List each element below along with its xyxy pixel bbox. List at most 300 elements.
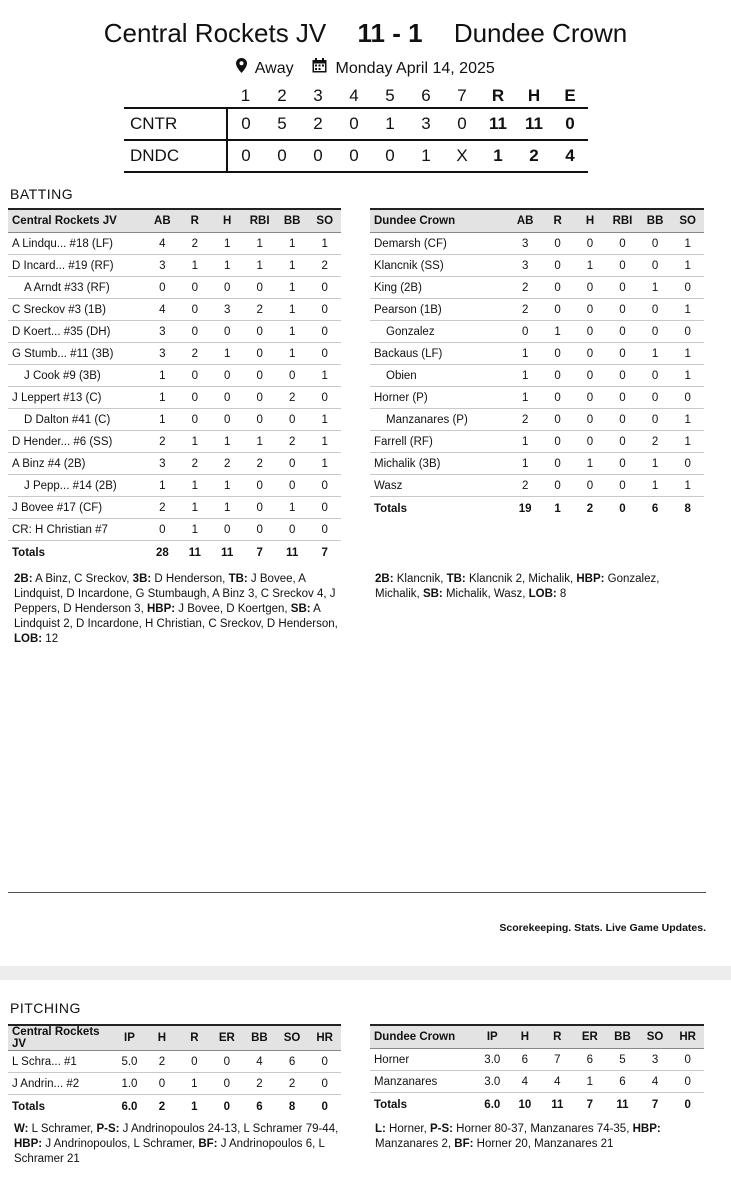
stat-cell: 1 <box>276 277 309 299</box>
stat-cell: 0 <box>308 387 341 409</box>
total-cell: 1 <box>191 1101 198 1113</box>
note-text: Michalik, Wasz, <box>442 588 529 600</box>
total-cell: 2 <box>158 1101 166 1113</box>
stat-cell: 1 <box>308 409 341 431</box>
note-text: Klancnik 2, Michalik, <box>465 573 577 585</box>
stat-cell: 0 <box>606 431 639 453</box>
stat-cell: 0 <box>541 277 573 299</box>
line-score-corner <box>124 85 227 108</box>
box-header-row <box>370 209 704 233</box>
player-row <box>8 233 341 255</box>
away-team-name: Dundee Crown <box>453 18 628 48</box>
stat-cell: 0 <box>671 1049 704 1071</box>
stat-cell: 0 <box>671 1071 704 1093</box>
note-label: P-S: <box>96 1123 120 1135</box>
player-name: D Hender... #6 (SS) <box>8 431 146 453</box>
note-text: A Lindquist 2, D Incardone, H Christian, C Sreckov, D Henderson, <box>14 603 338 630</box>
player-row <box>370 1071 704 1093</box>
inning-score: 5 <box>264 108 300 140</box>
player-name: Horner <box>370 1049 476 1071</box>
note-text: Klancnik, <box>393 573 447 585</box>
stat-header: AB <box>146 209 179 233</box>
line-score-team: CNTR <box>124 108 227 140</box>
stat-cell: 1 <box>671 299 704 321</box>
stat-cell: 1 <box>179 497 211 519</box>
stat-cell: 1 <box>179 475 211 497</box>
note-label: HBP: <box>576 573 605 585</box>
player-name: A Arndt #33 (RF) <box>8 277 146 299</box>
stat-cell: 0 <box>243 321 276 343</box>
total-cell: 0 <box>321 1101 328 1113</box>
stat-cell: 0 <box>243 475 276 497</box>
stat-cell: 0 <box>639 255 672 277</box>
stat-cell: 0 <box>308 299 341 321</box>
total-cell: 8 <box>288 1101 296 1113</box>
stat-cell: 0 <box>243 387 276 409</box>
player-name: King (2B) <box>370 277 509 299</box>
stat-cell: 2 <box>243 1073 276 1095</box>
stat-cell: 0 <box>574 365 606 387</box>
total-score: 11 <box>516 108 552 140</box>
total-cell: 6.0 <box>484 1099 501 1111</box>
stat-header: H <box>509 1025 542 1049</box>
stat-cell: 0 <box>574 475 606 497</box>
player-row <box>370 431 704 453</box>
stat-cell: 0 <box>606 299 639 321</box>
totals-row <box>370 497 704 522</box>
stat-header: R <box>179 209 211 233</box>
stat-cell: 0 <box>639 299 672 321</box>
inning-header: 3 <box>313 86 323 105</box>
player-name: Gonzalez <box>370 321 509 343</box>
stat-cell: 4 <box>146 233 179 255</box>
stat-header: HR <box>671 1025 704 1049</box>
inning-score: 0 <box>336 140 372 172</box>
stat-cell: 1 <box>671 409 704 431</box>
total-cell: 28 <box>155 547 169 559</box>
stat-cell: 2 <box>276 1073 309 1095</box>
stat-header: SO <box>671 209 704 233</box>
note-label: LOB: <box>528 588 557 600</box>
line-score-header-row <box>124 85 588 108</box>
stat-cell: 0 <box>606 233 639 255</box>
stat-header: H <box>574 209 606 233</box>
stat-cell: 1 <box>276 497 309 519</box>
player-name: Horner (P) <box>370 387 509 409</box>
stat-cell: 0 <box>606 453 639 475</box>
note-label: SB: <box>422 588 443 600</box>
player-name: J Leppert #13 (C) <box>8 387 146 409</box>
stat-cell: 0 <box>541 431 573 453</box>
stat-header: BB <box>243 1025 276 1051</box>
stat-cell: 2 <box>146 1051 178 1073</box>
stat-header: H <box>146 1025 178 1051</box>
stat-cell: 0 <box>179 409 211 431</box>
stat-cell: 6 <box>574 1049 607 1071</box>
stat-cell: 0 <box>179 321 211 343</box>
stat-cell: 0 <box>541 343 573 365</box>
note-text: L Schramer, <box>28 1123 97 1135</box>
total-cell: 11 <box>221 547 234 559</box>
stat-cell: 2 <box>509 475 542 497</box>
stat-cell: 1 <box>211 431 243 453</box>
stat-cell: 1 <box>178 1073 210 1095</box>
stat-cell: 0 <box>574 233 606 255</box>
note-text: J Bovee, D Koertgen, <box>175 603 291 615</box>
player-row <box>8 387 341 409</box>
team-header: Central Rockets JV <box>8 1025 113 1051</box>
player-row <box>370 387 704 409</box>
stat-cell: 6 <box>276 1051 309 1073</box>
stat-cell: 0 <box>211 387 243 409</box>
total-cell: 7 <box>651 1099 659 1111</box>
total-header: R <box>491 86 505 105</box>
player-row <box>370 343 704 365</box>
stat-cell: 0 <box>541 365 573 387</box>
stat-cell: 1 <box>146 387 179 409</box>
stat-cell: 0 <box>276 475 309 497</box>
player-name: D Incard... #19 (RF) <box>8 255 146 277</box>
stat-cell: 0 <box>308 321 341 343</box>
stat-cell: 0 <box>509 321 542 343</box>
stat-header: SO <box>276 1025 309 1051</box>
stat-cell: 6 <box>606 1071 639 1093</box>
player-name: J Pepp... #14 (2B) <box>8 475 146 497</box>
stat-cell: 0 <box>243 409 276 431</box>
player-row <box>8 497 341 519</box>
stat-cell: 1 <box>276 321 309 343</box>
stat-cell: 2 <box>276 431 309 453</box>
stat-cell: 1 <box>671 255 704 277</box>
player-name: J Andrin... #2 <box>8 1073 113 1095</box>
stat-cell: 1 <box>574 1071 607 1093</box>
stat-cell: 2 <box>243 453 276 475</box>
home-pitching-table <box>8 1024 341 1119</box>
stat-cell: 0 <box>574 277 606 299</box>
stat-cell: 1 <box>639 343 672 365</box>
stat-cell: 1 <box>179 431 211 453</box>
stat-cell: 2 <box>276 387 309 409</box>
player-row <box>8 519 341 541</box>
batting-section-label: BATTING <box>10 186 74 202</box>
inning-header: 7 <box>457 86 467 105</box>
player-row <box>8 321 341 343</box>
total-cell: 6 <box>651 503 659 515</box>
stat-cell: 3.0 <box>476 1071 509 1093</box>
total-cell: 6 <box>256 1101 263 1113</box>
stat-cell: 2 <box>639 431 672 453</box>
totals-label: Totals <box>12 1101 46 1113</box>
totals-label: Totals <box>374 503 408 515</box>
stat-cell: 1 <box>308 233 341 255</box>
note-label: HBP: <box>146 603 176 615</box>
stat-cell: 0 <box>179 299 211 321</box>
stat-cell: 0 <box>671 321 704 343</box>
stat-cell: 0 <box>211 321 243 343</box>
totals-row <box>370 1093 704 1118</box>
player-row <box>8 453 341 475</box>
stat-cell: 1 <box>179 255 211 277</box>
stat-cell: 1 <box>509 431 542 453</box>
home-team-name: Central Rockets JV <box>103 18 327 48</box>
stat-cell: 0 <box>179 387 211 409</box>
stat-cell: 0 <box>211 365 243 387</box>
stat-cell: 0 <box>541 475 573 497</box>
player-name: A Lindqu... #18 (LF) <box>8 233 146 255</box>
stat-cell: 1 <box>146 475 179 497</box>
player-name: D Koert... #35 (DH) <box>8 321 146 343</box>
stat-cell: 0 <box>606 321 639 343</box>
stat-cell: 1 <box>639 277 672 299</box>
stat-cell: 0 <box>671 277 704 299</box>
stat-cell: 1 <box>308 453 341 475</box>
stat-cell: 0 <box>606 387 639 409</box>
stat-cell: 5 <box>606 1049 639 1071</box>
player-row <box>370 233 704 255</box>
player-row <box>8 409 341 431</box>
game-header <box>0 18 731 49</box>
total-cell: 19 <box>518 503 532 515</box>
player-name: Michalik (3B) <box>370 453 509 475</box>
note-text: Manzanares 2, <box>375 1138 455 1150</box>
final-score: 11 - 1 <box>357 18 423 48</box>
stat-header: R <box>541 209 573 233</box>
player-row <box>370 321 704 343</box>
player-row <box>370 453 704 475</box>
note-text: Horner, <box>385 1123 430 1135</box>
box-header-row <box>370 1025 704 1049</box>
stat-cell: 0 <box>606 409 639 431</box>
stat-cell: 0 <box>574 343 606 365</box>
stat-header: ER <box>211 1025 244 1051</box>
stat-cell: 0 <box>178 1051 210 1073</box>
stat-cell: 1 <box>671 475 704 497</box>
player-row <box>8 299 341 321</box>
note-label: 2B: <box>14 573 33 585</box>
stat-cell: 1 <box>211 233 243 255</box>
stat-cell: 1 <box>211 343 243 365</box>
note-label: 2B: <box>375 573 394 585</box>
player-row <box>370 277 704 299</box>
total-cell: 6.0 <box>121 1101 138 1113</box>
home-pitching-notes <box>14 1122 344 1167</box>
line-score-table <box>124 85 588 173</box>
stat-cell: 0 <box>541 233 573 255</box>
total-cell: 2 <box>586 503 594 515</box>
player-row <box>8 1051 341 1073</box>
stat-header: R <box>178 1025 210 1051</box>
stat-cell: 3 <box>211 299 243 321</box>
total-cell: 0 <box>684 1099 691 1111</box>
inning-score: 1 <box>408 140 444 172</box>
stat-cell: 4 <box>146 299 179 321</box>
inning-score: 3 <box>408 108 444 140</box>
stat-cell: 3 <box>509 255 542 277</box>
inning-header: 6 <box>421 86 431 105</box>
total-cell: 7 <box>256 547 263 559</box>
inning-score: 0 <box>372 140 408 172</box>
note-label: SB: <box>290 603 311 615</box>
stat-cell: 0 <box>179 365 211 387</box>
player-name: G Stumb... #11 (3B) <box>8 343 146 365</box>
stat-cell: 0 <box>574 431 606 453</box>
note-label: LOB: <box>14 633 43 645</box>
stat-cell: 0 <box>211 519 243 541</box>
stat-cell: 0 <box>146 277 179 299</box>
stat-cell: 0 <box>606 365 639 387</box>
total-header: E <box>564 86 576 105</box>
stat-cell: 1 <box>179 519 211 541</box>
total-header: H <box>527 86 541 105</box>
stat-cell: 2 <box>146 431 179 453</box>
stat-cell: 4 <box>541 1071 573 1093</box>
stat-cell: 0 <box>211 409 243 431</box>
player-row <box>8 365 341 387</box>
stat-cell: 0 <box>308 1051 341 1073</box>
totals-label: Totals <box>374 1099 408 1111</box>
note-text: 12 <box>42 633 59 645</box>
pitching-section-label: PITCHING <box>10 1000 81 1016</box>
stat-cell: 0 <box>606 475 639 497</box>
stat-cell: 0 <box>308 277 341 299</box>
total-cell: 11 <box>286 547 299 559</box>
total-cell: 7 <box>586 1099 594 1111</box>
player-row <box>8 277 341 299</box>
player-row <box>8 475 341 497</box>
totals-row <box>8 1095 341 1120</box>
away-batting-notes <box>375 572 705 602</box>
stat-cell: 0 <box>146 519 179 541</box>
stat-cell: 0 <box>541 409 573 431</box>
stat-cell: 1 <box>671 233 704 255</box>
stat-cell: 0 <box>574 409 606 431</box>
stat-cell: 1 <box>639 475 672 497</box>
inning-score: 0 <box>227 108 264 140</box>
stat-cell: 1 <box>243 431 276 453</box>
game-date: Monday April 14, 2025 <box>335 60 495 77</box>
player-name: Pearson (1B) <box>370 299 509 321</box>
player-row <box>370 299 704 321</box>
player-name: J Cook #9 (3B) <box>8 365 146 387</box>
inning-score: 0 <box>336 108 372 140</box>
stat-cell: 0 <box>308 1073 341 1095</box>
player-row <box>8 343 341 365</box>
stat-cell: 0 <box>574 299 606 321</box>
total-cell: 11 <box>616 1099 629 1111</box>
section-band <box>0 966 731 980</box>
player-row <box>370 409 704 431</box>
note-text: J Bovee, A Lindquist, D Incardone, G Stumbaugh, A Binz 3, C Sreckov 4, J Peppers, D Henderson 3, <box>14 573 336 615</box>
stat-cell: 0 <box>243 343 276 365</box>
stat-cell: 2 <box>509 277 542 299</box>
total-cell: 11 <box>551 1099 564 1111</box>
note-text: J Andrinopoulos, L Schramer, <box>42 1138 199 1150</box>
total-cell: 8 <box>684 503 691 515</box>
stat-cell: 1 <box>146 365 179 387</box>
stat-cell: 2 <box>179 233 211 255</box>
stat-cell: 2 <box>243 299 276 321</box>
note-text: A Binz, C Sreckov, <box>32 573 133 585</box>
player-name: Manzanares <box>370 1071 476 1093</box>
note-text: J Andrinopoulos 24-13, L Schramer 79-44, <box>119 1123 339 1135</box>
player-name: Farrell (RF) <box>370 431 509 453</box>
stat-header: AB <box>509 209 542 233</box>
total-score: 4 <box>552 140 588 172</box>
stat-cell: 1 <box>146 409 179 431</box>
player-name: Klancnik (SS) <box>370 255 509 277</box>
stat-header: R <box>541 1025 573 1049</box>
stat-header: BB <box>276 209 309 233</box>
stat-cell: 3 <box>146 255 179 277</box>
note-text: Horner 20, Manzanares 21 <box>473 1138 614 1150</box>
stat-header: HR <box>308 1025 341 1051</box>
stat-cell: 0 <box>179 277 211 299</box>
stat-cell: 3 <box>639 1049 672 1071</box>
stat-header: SO <box>639 1025 672 1049</box>
total-score: 1 <box>480 140 516 172</box>
total-cell: 0 <box>619 503 626 515</box>
stat-header: BB <box>606 1025 639 1049</box>
stat-cell: 0 <box>276 409 309 431</box>
stat-cell: 2 <box>308 255 341 277</box>
total-cell: 10 <box>518 1099 532 1111</box>
stat-cell: 0 <box>639 321 672 343</box>
away-batting-table <box>370 208 704 521</box>
stat-header: SO <box>308 209 341 233</box>
stat-cell: 0 <box>308 497 341 519</box>
inning-score: 0 <box>227 140 264 172</box>
stat-cell: 0 <box>541 299 573 321</box>
inning-header: 5 <box>385 86 395 105</box>
stat-cell: 0 <box>308 475 341 497</box>
stat-cell: 0 <box>574 321 606 343</box>
player-name: L Schra... #1 <box>8 1051 113 1073</box>
stat-cell: 0 <box>243 519 276 541</box>
stat-cell: 3.0 <box>476 1049 509 1071</box>
stat-cell: 0 <box>541 453 573 475</box>
stat-header: BB <box>639 209 672 233</box>
stat-cell: 1 <box>541 321 573 343</box>
stat-cell: 0 <box>639 233 672 255</box>
stat-cell: 1 <box>509 453 542 475</box>
player-name: Obien <box>370 365 509 387</box>
stat-cell: 0 <box>243 277 276 299</box>
stat-cell: 0 <box>639 387 672 409</box>
stat-cell: 3 <box>509 233 542 255</box>
stat-cell: 4 <box>243 1051 276 1073</box>
line-score-row <box>124 108 588 140</box>
stat-cell: 2 <box>509 299 542 321</box>
box-header-row <box>8 1025 341 1051</box>
stat-cell: 1 <box>671 431 704 453</box>
stat-cell: 1 <box>308 365 341 387</box>
total-score: 11 <box>480 108 516 140</box>
stat-cell: 6 <box>509 1049 542 1071</box>
stat-cell: 1 <box>211 475 243 497</box>
game-info <box>0 58 731 78</box>
inning-header: 1 <box>240 86 251 105</box>
player-row <box>370 255 704 277</box>
inning-score: 0 <box>264 140 300 172</box>
note-text: D Henderson, <box>151 573 229 585</box>
note-text: Gonzalez, Michalik, <box>375 573 660 600</box>
total-cell: 11 <box>188 547 201 559</box>
team-header: Central Rockets JV <box>8 209 146 233</box>
note-label: HBP: <box>632 1123 661 1135</box>
stat-cell: 1 <box>276 233 309 255</box>
home-batting-notes <box>14 572 344 647</box>
stat-cell: 1 <box>509 365 542 387</box>
